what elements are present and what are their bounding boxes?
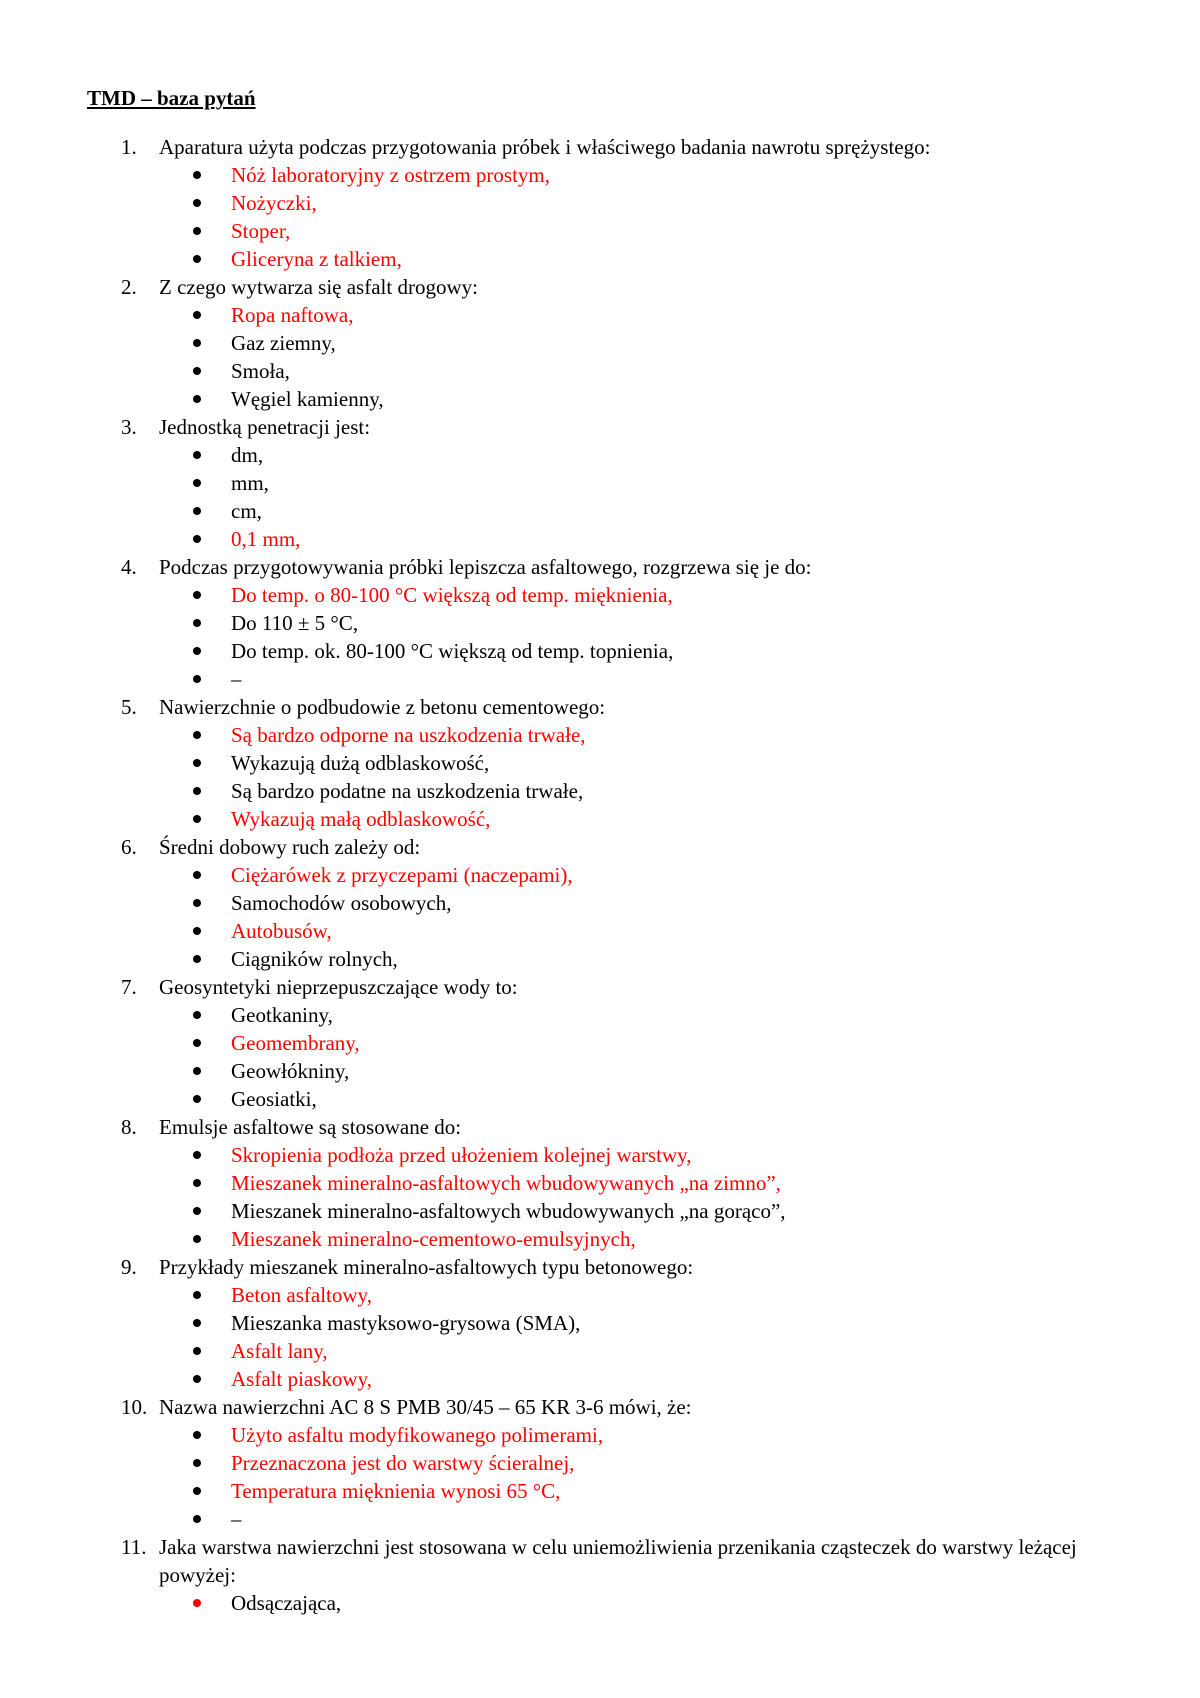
answer-item [159, 1057, 1127, 1085]
answer-text: Do temp. o 80-100 °C większą od temp. mięknienia, [231, 583, 673, 607]
bullet-icon [193, 507, 201, 515]
bullet-icon [193, 339, 201, 347]
answer-item-correct [159, 861, 1127, 889]
question-item [87, 1113, 1127, 1253]
bullet-icon [193, 759, 201, 767]
answer-item [159, 1309, 1127, 1337]
bullet-icon [193, 787, 201, 795]
answer-text: Użyto asfaltu modyfikowanego polimerami, [231, 1423, 604, 1447]
answer-text: Geosiatki, [231, 1087, 317, 1111]
answer-item [159, 469, 1127, 497]
answer-item [159, 1001, 1127, 1029]
bullet-icon [193, 731, 201, 739]
answer-item-correct [159, 721, 1127, 749]
bullet-icon [193, 1347, 201, 1355]
bullet-icon [193, 591, 201, 599]
question-item [87, 1253, 1127, 1393]
bullet-icon [193, 255, 201, 263]
question-text: Podczas przygotowywania próbki lepiszcza asfaltowego, rozgrzewa się je do: [159, 555, 812, 579]
bullet-icon [193, 1319, 201, 1327]
answer-item [159, 777, 1127, 805]
answer-item-correct [159, 1281, 1127, 1309]
bullet-icon [193, 1487, 201, 1495]
question-text: Nazwa nawierzchni AC 8 S PMB 30/45 – 65 KR 3-6 mówi, że: [159, 1395, 692, 1419]
bullet-icon [193, 1151, 201, 1159]
question-item [87, 1393, 1127, 1533]
answer-text: Są bardzo odporne na uszkodzenia trwałe, [231, 723, 586, 747]
answer-text: Nożyczki, [231, 191, 317, 215]
answer-text: Mieszanek mineralno-cementowo-emulsyjnych, [231, 1227, 636, 1251]
answer-text: Geowłókniny, [231, 1059, 350, 1083]
answer-text: Nóż laboratoryjny z ostrzem prostym, [231, 163, 550, 187]
answer-text: Ciężarówek z przyczepami (naczepami), [231, 863, 573, 887]
answer-item-correct [159, 525, 1127, 553]
document-page [87, 84, 1127, 1617]
bullet-icon [193, 1039, 201, 1047]
question-item [87, 413, 1127, 553]
answer-list [159, 1141, 1127, 1253]
answer-text: Mieszanek mineralno-asfaltowych wbudowywanych „na gorąco”, [231, 1199, 786, 1223]
answer-text: Ropa naftowa, [231, 303, 354, 327]
answer-item [159, 637, 1127, 665]
answer-item [159, 609, 1127, 637]
bullet-icon [193, 1095, 201, 1103]
answer-item-correct [159, 1169, 1127, 1197]
question-number: 11. [121, 1535, 147, 1559]
answer-list [159, 861, 1127, 973]
answer-text: 0,1 mm, [231, 527, 301, 551]
question-number: 3. [121, 415, 137, 439]
bullet-icon [193, 675, 201, 683]
answer-item-correct [159, 805, 1127, 833]
question-item [87, 273, 1127, 413]
answer-item [159, 441, 1127, 469]
bullet-icon [193, 1207, 201, 1215]
answer-item [159, 665, 1127, 693]
bullet-icon [193, 395, 201, 403]
question-number: 2. [121, 275, 137, 299]
bullet-icon [193, 1011, 201, 1019]
question-number: 6. [121, 835, 137, 859]
answer-list [159, 441, 1127, 553]
answer-item-correct [159, 217, 1127, 245]
answer-text: cm, [231, 499, 262, 523]
question-number: 9. [121, 1255, 137, 1279]
bullet-icon [193, 311, 201, 319]
bullet-icon [193, 815, 201, 823]
answer-item-correct [159, 1421, 1127, 1449]
question-number: 8. [121, 1115, 137, 1139]
answer-text: Mieszanek mineralno-asfaltowych wbudowywanych „na zimno”, [231, 1171, 781, 1195]
answer-item [159, 1589, 1127, 1617]
question-number: 1. [121, 135, 137, 159]
answer-text: Wykazują dużą odblaskowość, [231, 751, 490, 775]
bullet-icon [193, 955, 201, 963]
bullet-icon [193, 619, 201, 627]
question-text: Przykłady mieszanek mineralno-asfaltowych typu betonowego: [159, 1255, 694, 1279]
answer-item-correct [159, 301, 1127, 329]
question-text: Jaka warstwa nawierzchni jest stosowana w celu uniemożliwienia przenikania cząsteczek do warstwy leżącej powyżej: [159, 1535, 1077, 1587]
answer-item [159, 889, 1127, 917]
bullet-icon [193, 1291, 201, 1299]
question-text: Nawierzchnie o podbudowie z betonu cementowego: [159, 695, 606, 719]
answer-text: Mieszanka mastyksowo-grysowa (SMA), [231, 1311, 581, 1335]
question-item [87, 133, 1127, 273]
bullet-icon [193, 1235, 201, 1243]
answer-list [159, 301, 1127, 413]
answer-item-correct [159, 1337, 1127, 1365]
answer-text: mm, [231, 471, 269, 495]
answer-list [159, 1281, 1127, 1393]
answer-list [159, 581, 1127, 693]
answer-item-correct [159, 1141, 1127, 1169]
bullet-icon [193, 927, 201, 935]
question-list [87, 133, 1127, 1617]
answer-item-correct [159, 1225, 1127, 1253]
answer-text: Są bardzo podatne na uszkodzenia trwałe, [231, 779, 584, 803]
answer-item [159, 945, 1127, 973]
question-text: Z czego wytwarza się asfalt drogowy: [159, 275, 478, 299]
bullet-icon [193, 899, 201, 907]
bullet-icon [193, 1459, 201, 1467]
bullet-icon [193, 367, 201, 375]
question-text: Średni dobowy ruch zależy od: [159, 835, 421, 859]
answer-text: Geotkaniny, [231, 1003, 333, 1027]
bullet-icon [193, 1599, 201, 1607]
answer-text: Beton asfaltowy, [231, 1283, 372, 1307]
bullet-icon [193, 479, 201, 487]
document-title: TMD – baza pytań [87, 86, 256, 110]
bullet-icon [193, 171, 201, 179]
question-number: 7. [121, 975, 137, 999]
answer-text: Przeznaczona jest do warstwy ścieralnej, [231, 1451, 575, 1475]
answer-text: Gaz ziemny, [231, 331, 336, 355]
answer-text: Gliceryna z talkiem, [231, 247, 402, 271]
answer-item [159, 497, 1127, 525]
answer-item [159, 1085, 1127, 1113]
bullet-icon [193, 647, 201, 655]
answer-text: Smoła, [231, 359, 290, 383]
question-item [87, 1533, 1127, 1617]
bullet-icon [193, 871, 201, 879]
bullet-icon [193, 227, 201, 235]
answer-item-correct [159, 581, 1127, 609]
answer-item [159, 1197, 1127, 1225]
question-number: 5. [121, 695, 137, 719]
answer-text: Samochodów osobowych, [231, 891, 452, 915]
answer-item-correct [159, 1365, 1127, 1393]
answer-text: Do temp. ok. 80-100 °C większą od temp. topnienia, [231, 639, 674, 663]
answer-item [159, 329, 1127, 357]
answer-text: Asfalt piaskowy, [231, 1367, 372, 1391]
answer-text: Węgiel kamienny, [231, 387, 384, 411]
answer-text: – [231, 667, 242, 691]
question-text: Jednostką penetracji jest: [159, 415, 371, 439]
bullet-icon [193, 1067, 201, 1075]
answer-text: Odsączająca, [231, 1591, 342, 1615]
answer-text: Autobusów, [231, 919, 332, 943]
answer-item-correct [159, 1477, 1127, 1505]
question-number: 4. [121, 555, 137, 579]
answer-list [159, 1421, 1127, 1533]
answer-item-correct [159, 189, 1127, 217]
bullet-icon [193, 199, 201, 207]
bullet-icon [193, 1179, 201, 1187]
answer-text: Skropienia podłoża przed ułożeniem kolejnej warstwy, [231, 1143, 692, 1167]
question-text: Geosyntetyki nieprzepuszczające wody to: [159, 975, 518, 999]
bullet-icon [193, 1515, 201, 1523]
answer-item [159, 1505, 1127, 1533]
answer-item-correct [159, 245, 1127, 273]
answer-item-correct [159, 917, 1127, 945]
answer-item-correct [159, 1449, 1127, 1477]
question-text: Aparatura użyta podczas przygotowania próbek i właściwego badania nawrotu sprężystego: [159, 135, 931, 159]
bullet-icon [193, 451, 201, 459]
answer-item [159, 749, 1127, 777]
question-item [87, 693, 1127, 833]
question-number: 10. [121, 1395, 148, 1419]
answer-text: Wykazują małą odblaskowość, [231, 807, 491, 831]
answer-list [159, 1589, 1127, 1617]
answer-text: Ciągników rolnych, [231, 947, 398, 971]
answer-text: – [231, 1507, 242, 1531]
answer-text: Stoper, [231, 219, 291, 243]
answer-list [159, 721, 1127, 833]
answer-text: Temperatura mięknienia wynosi 65 °C, [231, 1479, 561, 1503]
question-item [87, 973, 1127, 1113]
answer-text: Asfalt lany, [231, 1339, 328, 1363]
answer-list [159, 161, 1127, 273]
answer-text: Geomembrany, [231, 1031, 360, 1055]
bullet-icon [193, 1375, 201, 1383]
answer-list [159, 1001, 1127, 1113]
answer-item [159, 385, 1127, 413]
answer-text: dm, [231, 443, 264, 467]
question-item [87, 553, 1127, 693]
answer-item [159, 357, 1127, 385]
question-item [87, 833, 1127, 973]
answer-text: Do 110 ± 5 °C, [231, 611, 359, 635]
answer-item-correct [159, 1029, 1127, 1057]
bullet-icon [193, 535, 201, 543]
question-text: Emulsje asfaltowe są stosowane do: [159, 1115, 462, 1139]
bullet-icon [193, 1431, 201, 1439]
answer-item-correct [159, 161, 1127, 189]
